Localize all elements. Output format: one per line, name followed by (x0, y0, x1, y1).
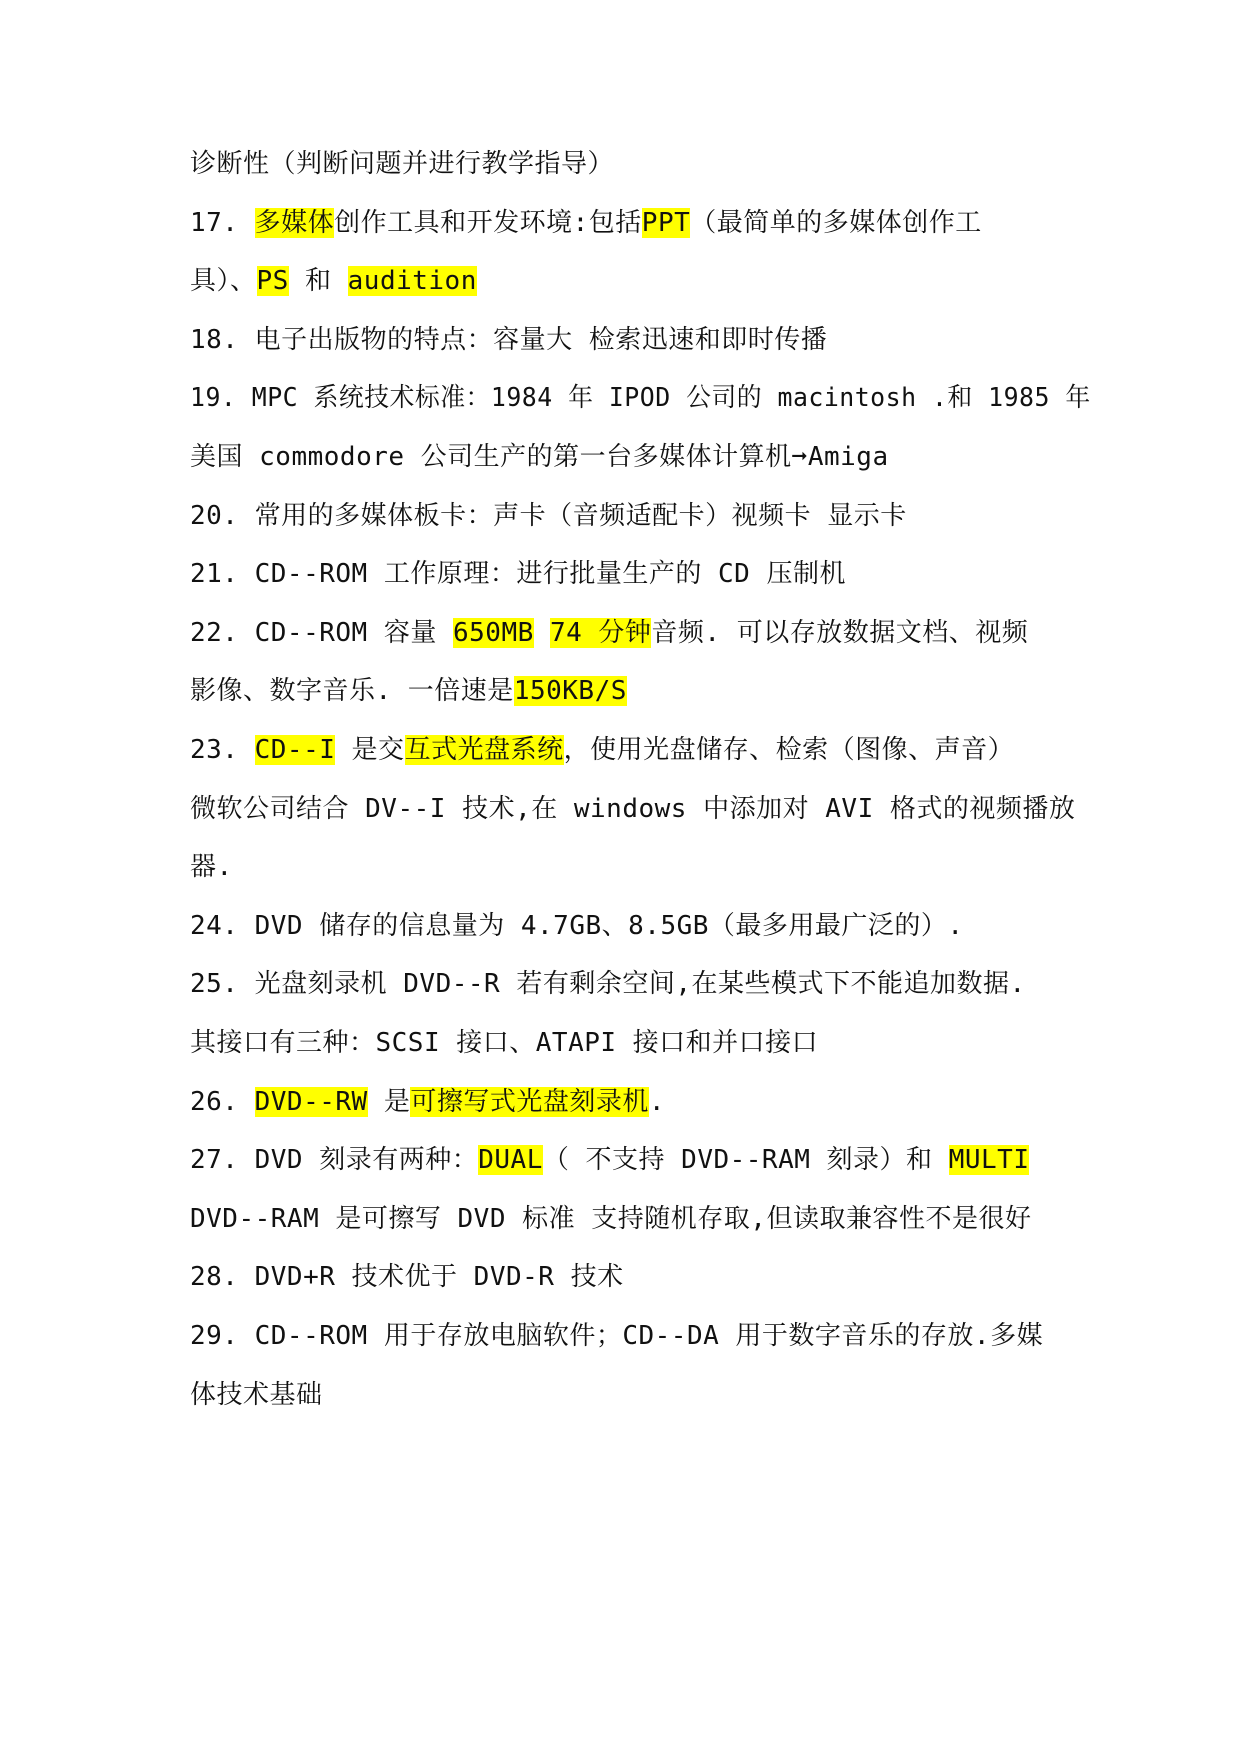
text-line (190, 910, 964, 942)
text-segment: 影像、数字音乐. 一倍速是 (190, 676, 514, 707)
text-segment: 美国 commodore 公司生产的第一台多媒体计算机➞Amiga (190, 442, 889, 472)
text-segment: 21. CD--ROM 工作原理：进行批量生产的 CD 压制机 (190, 559, 846, 590)
text-segment: 23. (190, 735, 255, 765)
text-segment (534, 618, 550, 648)
highlighted-text: DVD--RW (254, 1086, 368, 1117)
text-segment: 25. 光盘刻录机 DVD--R 若有剩余空间,在某些模式下不能追加数据. (190, 969, 1026, 1000)
text-segment: 微软公司结合 DV--I 技术,在 windows 中添加对 AVI 格式的视频播放 (190, 793, 1076, 824)
text-segment: （ 不支持 DVD--RAM 刻录）和 (542, 1145, 949, 1176)
highlighted-text: DUAL (478, 1145, 543, 1176)
highlighted-text: PS (256, 266, 289, 297)
text-segment: 是 (367, 1086, 411, 1117)
highlighted-text: 650MB (453, 617, 534, 648)
text-segment: 24. DVD 储存的信息量为 4.7GB、8.5GB（最多用最广泛的）. (190, 910, 964, 941)
highlighted-text: 互式光盘系统 (404, 735, 564, 765)
text-line (190, 207, 982, 239)
highlighted-text: 可擦写式光盘刻录机 (410, 1086, 649, 1117)
text-line (190, 675, 627, 707)
text-segment: 29. CD--ROM 用于存放电脑软件；CD--DA 用于数字音乐的存放.多媒 (190, 1321, 1044, 1351)
highlighted-text: audition (347, 266, 477, 297)
text-line (190, 382, 1091, 414)
text-line (190, 324, 827, 356)
highlighted-text: PPT (641, 207, 691, 238)
text-segment: 19. MPC 系统技术标准：1984 年 IPOD 公司的 macintosh .和 1985 年 (190, 383, 1091, 414)
text-segment: 18. 电子出版物的特点：容量大 检索迅速和即时传播 (190, 324, 828, 355)
text-segment: 体技术基础 (190, 1379, 323, 1410)
text-segment: 17. (190, 207, 255, 238)
text-segment: （最简单的多媒体创作工 (690, 207, 982, 238)
highlighted-text: 74 分钟 (549, 617, 652, 648)
text-segment: 具）、 (190, 266, 257, 297)
text-line (190, 793, 1075, 825)
text-segment: 20. 常用的多媒体板卡：声卡（音频适配卡）视频卡 显示卡 (190, 500, 907, 531)
text-segment: 27. DVD 刻录有两种： (190, 1145, 479, 1176)
text-line (190, 1027, 818, 1059)
text-line (190, 1086, 665, 1118)
text-segment: 28. DVD+R 技术优于 DVD-R 技术 (190, 1262, 624, 1293)
text-line (190, 1379, 323, 1411)
text-line (190, 441, 889, 473)
text-segment: 22. CD--ROM 容量 (190, 617, 453, 648)
text-line (190, 558, 846, 590)
text-segment: 26. (190, 1086, 255, 1117)
highlighted-text: MULTI (948, 1145, 1030, 1176)
text-segment: 器. (190, 852, 233, 883)
text-segment: 诊断性（判断问题并进行教学指导） (190, 149, 615, 179)
text-segment: 创作工具和开发环境:包括 (334, 207, 642, 238)
text-segment: 其接口有三种：SCSI 接口、ATAPI 接口和并口接口 (190, 1028, 819, 1058)
text-line (190, 851, 233, 883)
text-line (190, 617, 1028, 649)
text-line (190, 265, 477, 297)
text-line (190, 1203, 1031, 1235)
text-line (190, 148, 614, 180)
highlighted-text: CD--I (254, 735, 336, 765)
text-line (190, 1144, 1029, 1176)
text-line (190, 1261, 624, 1293)
highlighted-text: 150KB/S (513, 676, 627, 707)
text-segment: ，使用光盘储存、检索（图像、声音） (563, 735, 1015, 765)
text-segment: DVD--RAM 是可擦写 DVD 标准 支持随机存取,但读取兼容性不是很好 (190, 1203, 1032, 1234)
text-segment: 是交 (335, 735, 405, 765)
text-segment: 音频. 可以存放数据文档、视频 (651, 617, 1029, 648)
text-line (190, 968, 1026, 1000)
text-segment: 和 (288, 266, 348, 297)
text-segment: . (648, 1086, 666, 1117)
text-line (190, 500, 907, 532)
text-line (190, 734, 1014, 766)
highlighted-text: 多媒体 (254, 207, 335, 238)
text-line (190, 1320, 1043, 1352)
